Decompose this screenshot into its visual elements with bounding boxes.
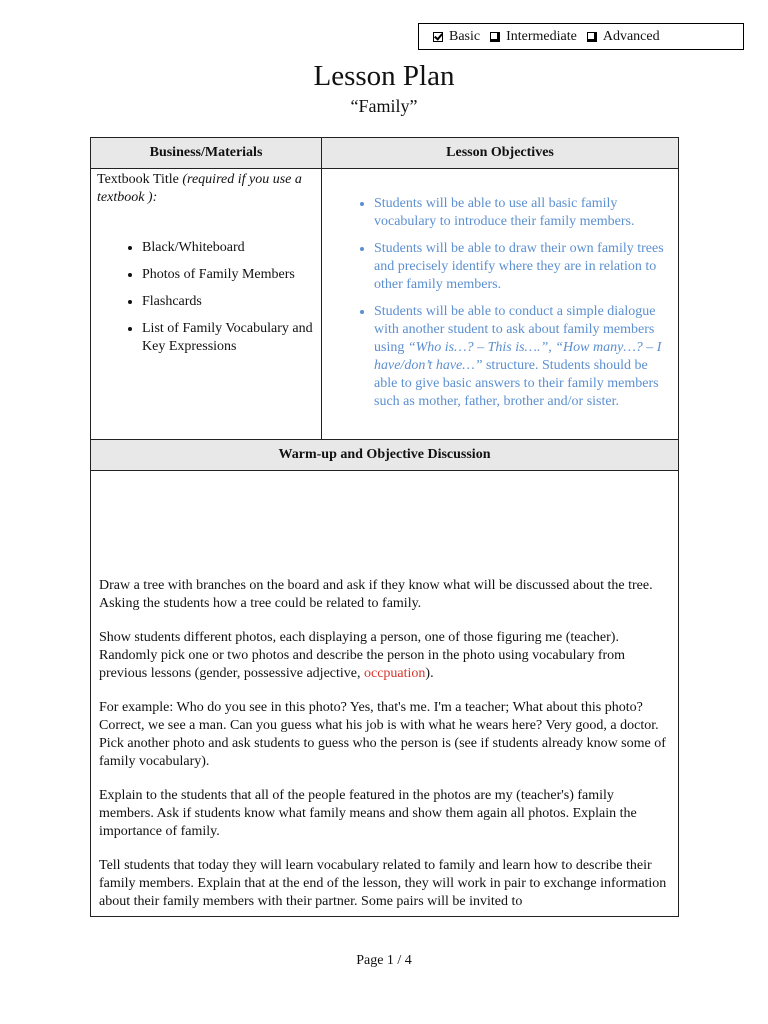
list-item: • Photos of Family Members — [142, 266, 315, 284]
objective-item: • Students will be able to use all basic family vocabulary to introduce their family members. — [374, 195, 670, 231]
objective-item — [374, 303, 670, 411]
textbook-label: Textbook Title — [97, 172, 183, 187]
materials-header: Business/Materials — [91, 138, 322, 168]
objective-expressions: “Who is…? – This is….”, “How many…? – I have/don’t have…” — [374, 340, 662, 373]
paragraph-text: ). — [425, 666, 434, 681]
list-item: • Flashcards — [142, 293, 315, 311]
paragraph: Draw a tree with branches on the board and ask if they know what will be discussed about the tree. Asking the students how a tree could be related to family. — [99, 578, 653, 611]
lesson-plan-table — [90, 137, 679, 917]
page-number: Page 1 / 4 — [356, 953, 412, 968]
paragraph: For example: Who do you see in this photo? Yes, that's me. I'm a teacher; What about this photo? Correct, we see a man. Can you guess what his job is with what he wears here? Very good, a doctor. Pick another photo and ask students to guess who the person is (see if students already know some of family vocabulary). — [99, 700, 666, 769]
section-header-warmup: Warm-up and Objective Discussion — [91, 440, 678, 471]
paragraph-text: Show students different photos, each displaying a person, one of those figuring me (teacher). Randomly pick one or two photos and describe the person in the photo using vocabulary from previous lessons (gender, possessive adjective, — [99, 630, 626, 681]
page-title: Lesson Plan — [313, 60, 455, 92]
textbook-note: (required if you use a textbook ): — [97, 172, 302, 205]
level-label-advanced: Advanced — [602, 28, 660, 44]
objective-item: • Students will be able to draw their own family trees and precisely identify where they are in relation to other family members. — [374, 240, 670, 294]
list-item: • Black/Whiteboard — [142, 239, 315, 257]
objectives-header: Lesson Objectives — [322, 138, 678, 168]
table-header-row — [91, 138, 678, 169]
objective-text: structure. Students should be able to give basic answers to their family members such as mother, father, brother and/or sister. — [374, 358, 659, 409]
level-label-intermediate: Intermediate — [506, 28, 577, 44]
table-content-row — [91, 169, 678, 440]
empty-box-icon — [490, 32, 500, 42]
list-item: • List of Family Vocabulary and Key Expressions — [142, 320, 315, 356]
materials-list — [97, 239, 315, 356]
level-option-intermediate[interactable] — [486, 29, 577, 45]
checked-box-icon — [433, 32, 443, 42]
page-subtitle: “Family” — [350, 96, 418, 116]
textbook-title-line — [97, 171, 315, 207]
objectives-cell — [322, 169, 678, 439]
level-option-basic[interactable] — [429, 29, 480, 45]
paragraph: Tell students that today they will learn vocabulary related to family and learn how to describe their family members. Explain that at the end of the lesson, they will work in pair to exchange information about their family members with their partner. Some pairs will be invited to — [99, 858, 667, 909]
level-selector — [418, 23, 744, 50]
misspelled-word: occpuation — [364, 666, 426, 681]
paragraph — [99, 629, 670, 683]
objectives-list — [328, 195, 670, 411]
objective-text: Students will be able to conduct a simple dialogue with another student to ask about family members using — [374, 304, 656, 355]
level-label-basic: Basic — [449, 28, 481, 44]
materials-cell — [91, 169, 322, 439]
level-option-advanced[interactable] — [583, 29, 660, 45]
paragraph: Explain to the students that all of the people featured in the photos are my (teacher's) family members. Ask if students know what family means and show them again all photos. Explain the importance of family. — [99, 788, 637, 839]
empty-box-icon — [587, 32, 597, 42]
warmup-content — [91, 471, 678, 911]
